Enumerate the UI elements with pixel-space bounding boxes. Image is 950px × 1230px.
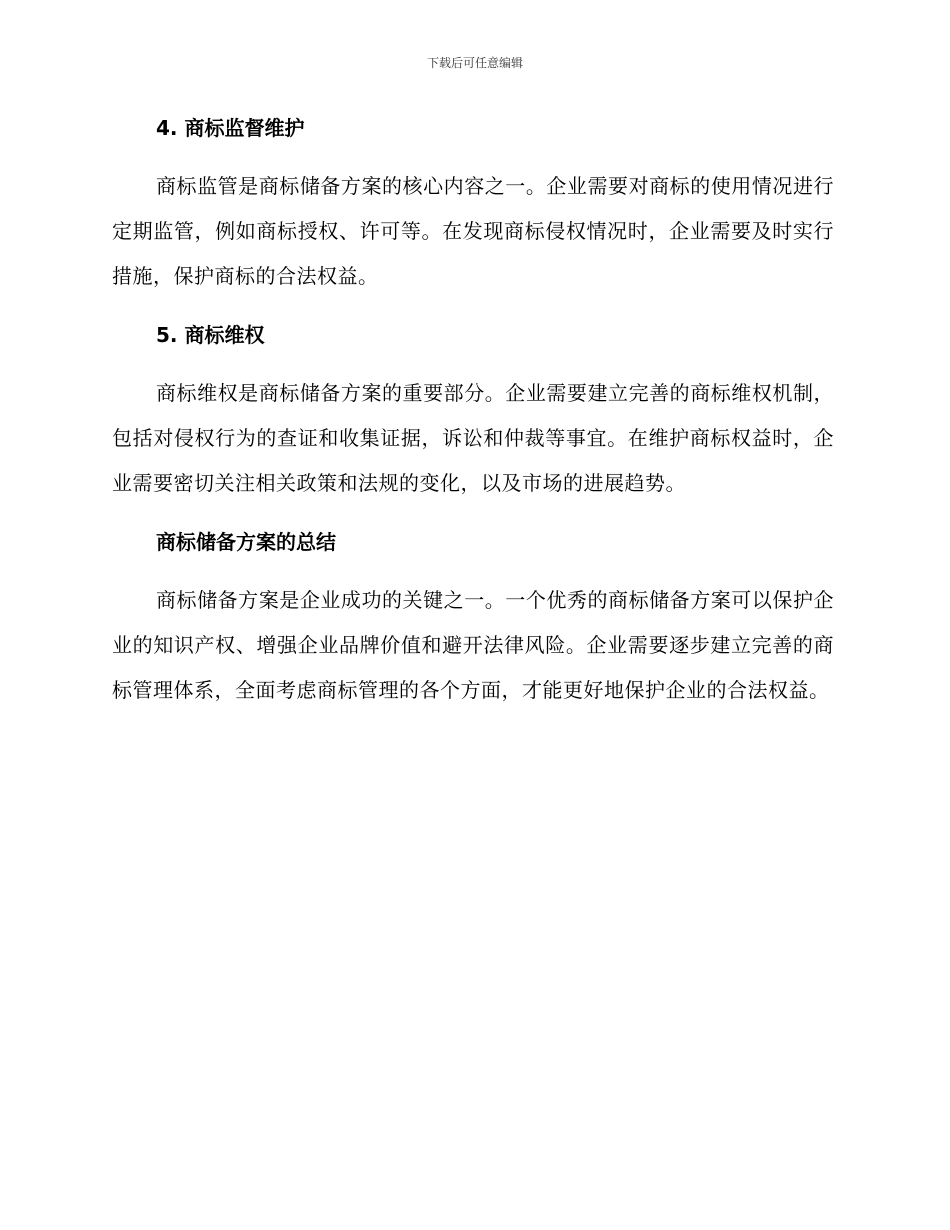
section-paragraph: 商标维权是商标储备方案的重要部分。企业需要建立完善的商标维权机制，包括对侵权行为的查证和收集证据，诉讼和仲裁等事宜。在维护商标权益时，企业需要密切关注相关政策和法规的变化，以及市场的进展趋势。 bbox=[112, 381, 834, 495]
section-heading: 商标储备方案的总结 bbox=[156, 530, 336, 554]
section-heading: 5. 商标维权 bbox=[156, 323, 265, 347]
document-body bbox=[112, 112, 834, 733]
section-paragraph: 商标储备方案是企业成功的关键之一。一个优秀的商标储备方案可以保护企业的知识产权、增强企业品牌价值和避开法律风险。企业需要逐步建立完善的商标管理体系，全面考虑商标管理的各个方面，才能更好地保护企业的合法权益。 bbox=[112, 588, 834, 702]
section-trademark-rights-protection bbox=[112, 319, 834, 506]
section-trademark-supervision bbox=[112, 112, 834, 299]
section-paragraph: 商标监管是商标储备方案的核心内容之一。企业需要对商标的使用情况进行定期监管，例如商标授权、许可等。在发现商标侵权情况时，企业需要及时实行措施，保护商标的合法权益。 bbox=[112, 174, 834, 288]
section-heading: 4. 商标监督维护 bbox=[156, 116, 305, 140]
page-header-note: 下载后可任意编辑 bbox=[426, 56, 523, 70]
section-summary bbox=[112, 526, 834, 713]
